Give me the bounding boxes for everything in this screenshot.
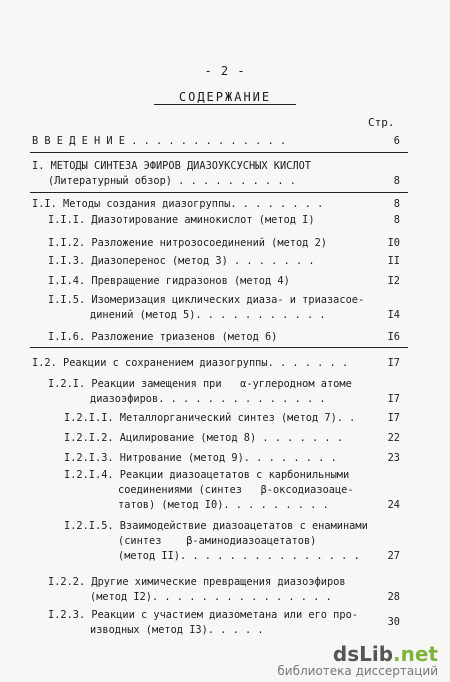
toc-line: I. МЕТОДЫ СИНТЕЗА ЭФИРОВ ДИАЗОУКСУСНЫХ КИСЛОТ — [32, 160, 311, 172]
toc-line: В В Е Д Е Н И Е . . . . . . . . . . . . . — [32, 135, 287, 147]
toc-page: 8 — [393, 175, 400, 187]
toc-line: I.2.I.2. Ацилирование (метод 8) . . . . . . . — [64, 432, 343, 444]
watermark-logo: dsLib.net — [332, 642, 438, 666]
toc-page: 27 — [387, 550, 400, 562]
toc-line: (синтез β-аминодиазоацетатов) — [118, 535, 317, 547]
toc-page: I6 — [387, 331, 400, 343]
toc-line: I.I.6. Разложение триазенов (метод 6) — [48, 331, 278, 343]
toc-line: I.2.I.4. Реакции диазоацетатов с карбонильными — [64, 469, 350, 481]
toc-page: 24 — [387, 499, 400, 511]
toc-line: изводных (метод I3). . . . . — [90, 624, 264, 636]
toc-page: I2 — [387, 275, 400, 287]
toc-line: I.2.2. Другие химические превращения диазоэфиров — [48, 576, 346, 588]
toc-line: I.2.I.3. Нитрование (метод 9). . . . . . . . — [64, 452, 337, 464]
toc-line: диазоэфиров. . . . . . . . . . . . . . — [90, 393, 326, 405]
page-number: - 2 - — [204, 64, 246, 78]
toc-line: I.2.I.5. Взаимодействие диазоацетатов с енаминами — [64, 520, 368, 532]
page-column-label: Стр. — [368, 116, 395, 129]
section-divider — [30, 347, 408, 348]
toc-page: II — [387, 255, 400, 267]
toc-line: I.2. Реакции с сохранением диазогруппы. . . . . . . — [32, 357, 349, 369]
toc-page: I4 — [387, 309, 400, 321]
toc-line: (метод II). . . . . . . . . . . . . . . — [118, 550, 360, 562]
toc-line: I.I.4. Превращение гидразонов (метод 4) — [48, 275, 290, 287]
toc-page: 8 — [393, 214, 400, 226]
section-divider — [30, 152, 408, 153]
toc-line: I.2.I. Реакции замещения при α-углеродном атоме — [48, 378, 352, 390]
toc-line: татов) (метод I0). . . . . . . . . — [118, 499, 329, 511]
toc-page: I7 — [387, 412, 400, 424]
toc-line: (метод I2). . . . . . . . . . . . . . . — [90, 591, 332, 603]
toc-line: I.I. Методы создания диазогруппы. . . . . . . . — [32, 198, 324, 210]
watermark-subtitle: библиотека диссертаций — [277, 664, 438, 678]
toc-page: 6 — [393, 135, 400, 147]
toc-page: 23 — [387, 452, 400, 464]
toc-page: 22 — [387, 432, 400, 444]
toc-page: 28 — [387, 591, 400, 603]
toc-page: 30 — [387, 616, 400, 628]
toc-line: I.2.3. Реакции с участием диазометана или его про- — [48, 609, 358, 621]
toc-line: I.I.2. Разложение нитрозосоединений (метод 2) — [48, 237, 327, 249]
toc-page: I7 — [387, 357, 400, 369]
watermark — [277, 642, 438, 678]
toc-line: I.I.5. Изомеризация циклических диаза- и триазасое- — [48, 294, 365, 306]
toc-line: соединениями (синтез β-оксодиазоацe- — [118, 484, 354, 496]
section-divider — [30, 192, 408, 193]
toc-line: I.I.I. Диазотирование аминокислот (метод I) — [48, 214, 315, 226]
contents-heading: СОДЕРЖАНИЕ — [178, 90, 272, 104]
toc-page: I7 — [387, 393, 400, 405]
toc-page: 8 — [393, 198, 400, 210]
toc-line: (Литературный обзор) . . . . . . . . . . — [48, 175, 296, 187]
heading-underline — [154, 104, 296, 105]
toc-line: динений (метод 5). . . . . . . . . . . — [90, 309, 326, 321]
toc-line: I.I.3. Диазоперенос (метод 3) . . . . . . . — [48, 255, 315, 267]
toc-line: I.2.I.I. Металлорганический синтез (метод 7). . — [64, 412, 356, 424]
toc-page: I0 — [387, 237, 400, 249]
